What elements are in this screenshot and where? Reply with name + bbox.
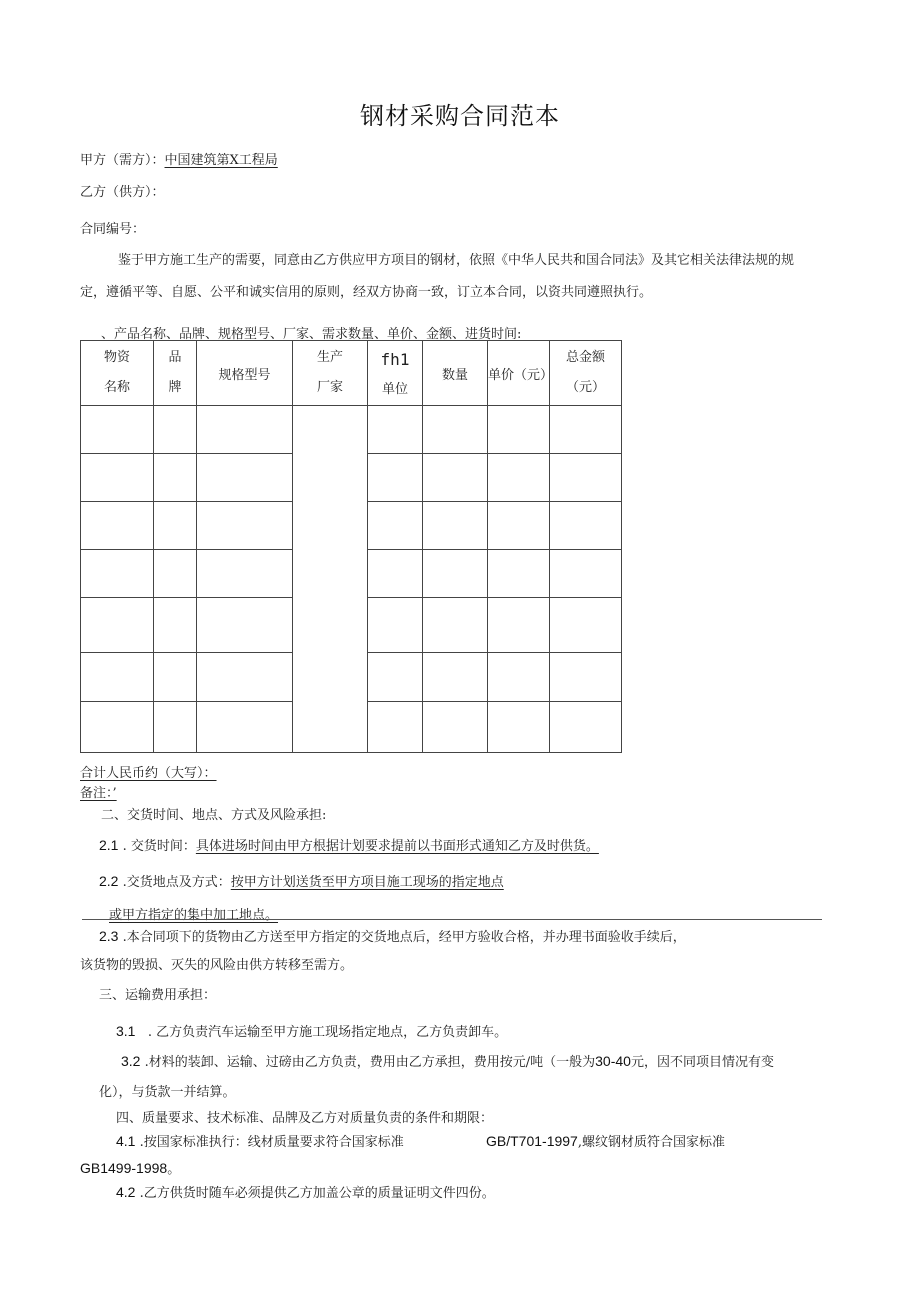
header-material-name: 物资 名称 [81,341,154,406]
clause-2-2-continuation: 或甲方指定的集中加工地点。 [109,908,279,923]
table-row [81,406,622,454]
horizontal-rule [82,919,822,920]
intro-line-1: 鉴于甲方施工生产的需要，同意由乙方供应甲方项目的钢材，依照《中华人民共和国合同法》及其它相关法律法规的规 [118,253,795,268]
clause-4-2: 4.2 .乙方供货时随车必须提供乙方加盖公章的质量证明文件四份。 [116,1184,495,1201]
clause-3-2: 3.2 .材料的装卸、运输、过磅由乙方负责，费用由乙方承担，费用按元/吨（一般为30-40元，因不同项目情况有变 [121,1053,774,1070]
table-header-row [81,341,622,406]
header-unit: fh1 单位 [368,341,423,406]
total-rmb-label: 合计人民币约（大写）： [80,766,217,781]
section-4-heading: 四、质量要求、技术标准、品牌及乙方对质量负责的条件和期限： [116,1111,494,1126]
clause-3-2-continuation: 化），与货款一并结算。 [99,1085,236,1100]
manufacturer-merged-cell [293,406,368,753]
header-brand: 品 牌 [154,341,197,406]
party-a-label: 甲方（需方）： [80,153,165,168]
party-b-label: 乙方（供方）： [80,185,165,200]
clause-2-3: 2.3 .本合同项下的货物由乙方送至甲方指定的交货地点后，经甲方验收合格，并办理书面验收手续后， [99,928,686,945]
clause-4-1-continuation: GB1499-1998。 [80,1160,181,1177]
clause-2-2: 2.2 .交货地点及方式：按甲方计划送货至甲方项目施工现场的指定地点 [99,873,504,890]
clause-3-1: 3.1 . 乙方负责汽车运输至甲方施工现场指定地点，乙方负责卸车。 [116,1023,508,1040]
header-unit-price: 单价（元） [488,341,550,406]
section-2-heading: 二、交货时间、地点、方式及风险承担: [101,808,327,823]
clause-4-1-standards: GB/T701-1997,螺纹钢材质符合国家标准 [486,1133,725,1150]
document-title: 钢材采购合同范本 [360,102,560,130]
party-a-line [80,149,278,168]
header-total-amount: 总金额 （元） [550,341,622,406]
header-quantity: 数量 [423,341,488,406]
party-a-value: 中国建筑第X工程局 [164,153,278,168]
clause-2-1: 2.1 . 交货时间：具体进场时间由甲方根据计划要求提前以书面形式通知乙方及时供货。 [99,837,599,854]
section-3-heading: 三、运输费用承担： [99,988,217,1003]
goods-table [80,340,622,753]
contract-number-label: 合同编号： [80,222,146,237]
header-spec: 规格型号 [197,341,293,406]
section-1-heading: 、产品名称、品牌、规格型号、厂家、需求数量、单价、金额、进货时间: [101,327,522,342]
intro-line-2: 定，遵循平等、自愿、公平和诚实信用的原则，经双方协商一致，订立本合同，以资共同遵照执行。 [80,285,653,300]
clause-4-1: 4.1 .按国家标准执行：线材质量要求符合国家标准 [116,1133,404,1150]
clause-2-3-continuation: 该货物的毁损、灭失的风险由供方转移至需方。 [80,958,354,973]
remark-label: 备注：’ [80,786,117,801]
header-manufacturer: 生产 厂家 [293,341,368,406]
